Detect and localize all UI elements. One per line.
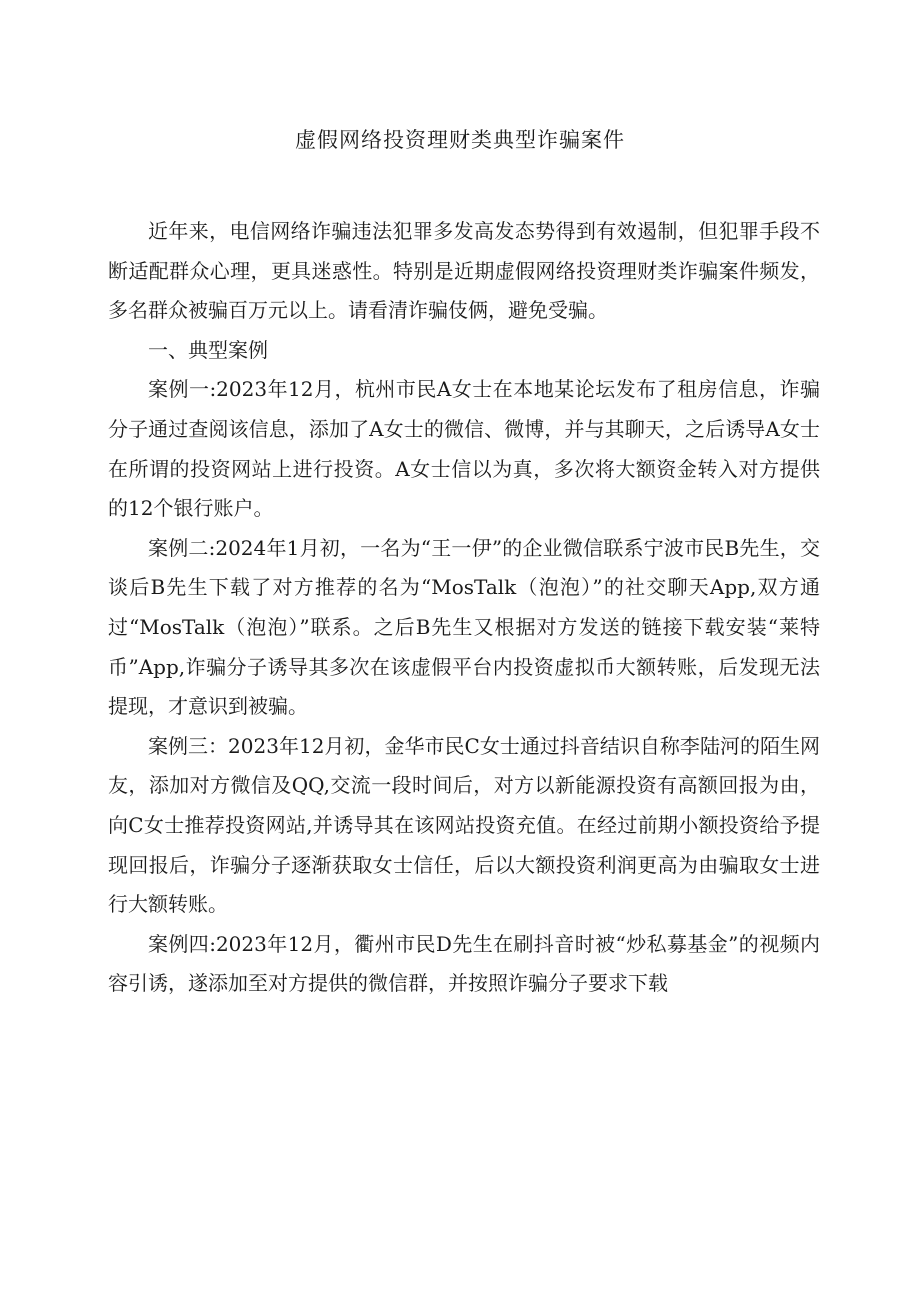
section-heading-typical-cases: 一、典型案例 <box>148 337 268 362</box>
document-body <box>108 212 820 1004</box>
paragraph-case-3: 案例三：2023年12月初，金华市民C女士通过抖音结识自称李陆河的陌生网友，添加对方微信及QQ,交流一段时间后，对方以新能源投资有高额回报为由，向C女士推荐投资网站,并诱导其在该网站投资充值。在经过前期小额投资给予提现回报后，诈骗分子逐渐获取女士信任，后以大额投资利润更高为由骗取女士进行大额转账。 <box>108 733 820 917</box>
document-title: 虚假网络投资理财类典型诈骗案件 <box>295 128 625 152</box>
paragraph-intro: 近年来，电信网络诈骗违法犯罪多发高发态势得到有效遏制，但犯罪手段不断适配群众心理，更具迷惑性。特别是近期虚假网络投资理财类诈骗案件频发，多名群众被骗百万元以上。请看清诈骗伎俩，避免受骗。 <box>108 219 820 323</box>
paragraph-case-1: 案例一:2023年12月，杭州市民A女士在本地某论坛发布了租房信息，诈骗分子通过查阅该信息，添加了A女士的微信、微博，并与其聊天，之后诱导A女士在所谓的投资网站上进行投资。A女士信以为真，多次将大额资金转入对方提供的12个银行账户。 <box>108 377 820 521</box>
paragraph-case-4: 案例四:2023年12月，衢州市民D先生在刷抖音时被“炒私募基金”的视频内容引诱，遂添加至对方提供的微信群，并按照诈骗分子要求下载 <box>108 931 820 996</box>
paragraph-case-2: 案例二:2024年1月初，一名为“王一伊”的企业微信联系宁波市民B先生，交谈后B先生下载了对方推荐的名为“MosTalk（泡泡）”的社交聊天App,双方通过“MosTalk（泡泡）”联系。之后B先生又根据对方发送的链接下载安装“莱特币”App,诈骗分子诱导其多次在该虚假平台内投资虚拟币大额转账，后发现无法提现，才意识到被骗。 <box>108 535 820 719</box>
